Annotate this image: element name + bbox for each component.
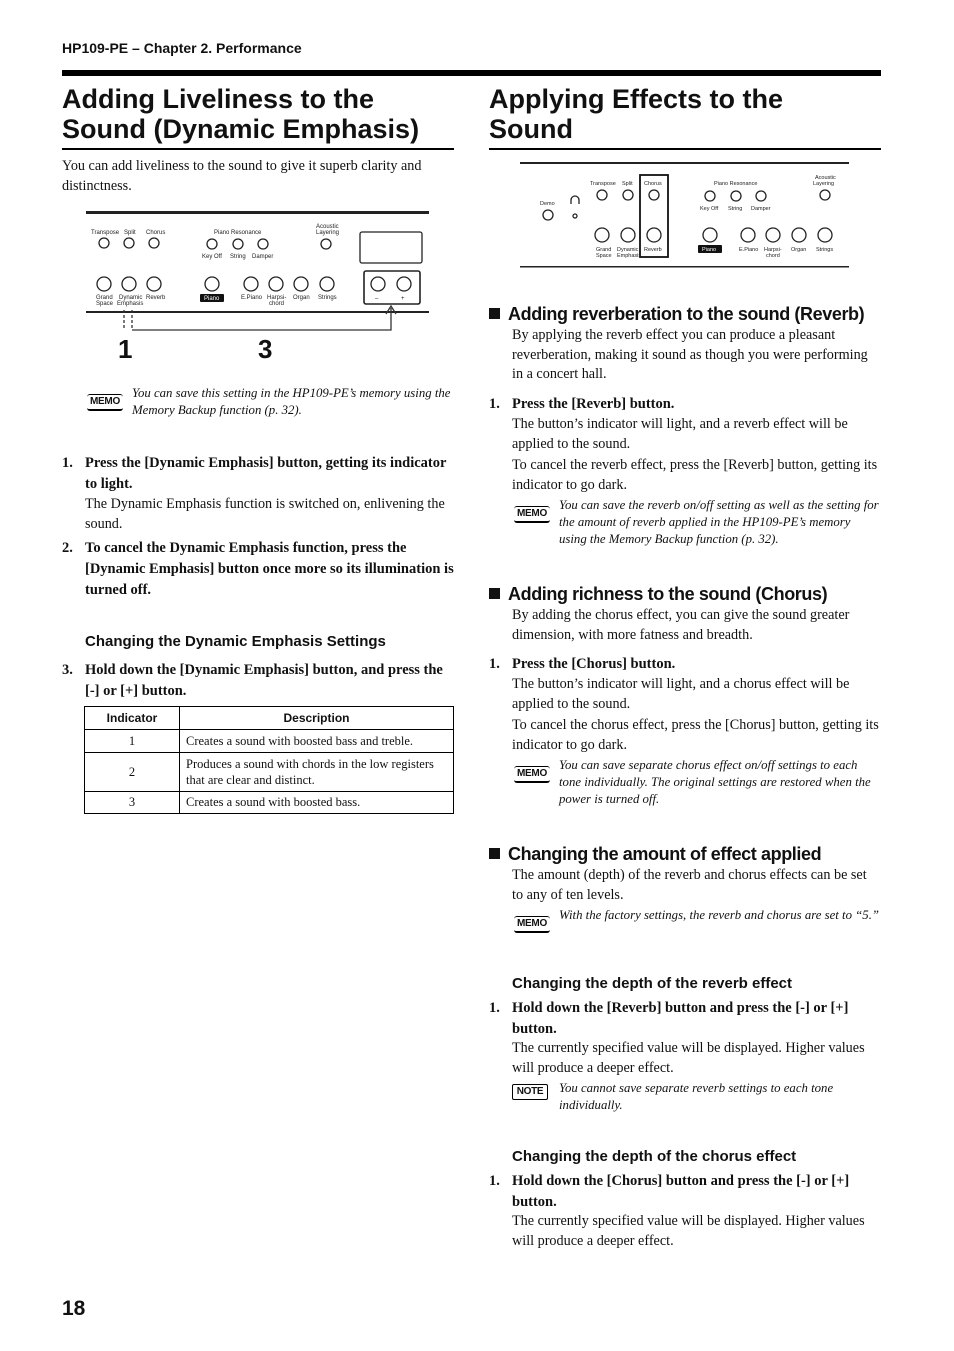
step-detail: The Dynamic Emphasis function is switched on, enlivening the sound.: [85, 496, 445, 532]
subheading: Changing the depth of the reverb effect: [512, 975, 793, 992]
section-intro: The amount (depth) of the reverb and chorus effects can be set to any of ten levels.: [512, 867, 867, 903]
table-row: [85, 792, 454, 814]
step-detail: The button’s indicator will light, and a chorus effect will be applied to the sound.: [512, 676, 850, 712]
panel-label: Acoustic: [815, 175, 836, 181]
table-header: Description: [180, 707, 454, 730]
panel-label: Emphasis: [617, 253, 642, 259]
table-cell: Creates a sound with boosted bass and treble.: [180, 730, 454, 753]
note-text: You cannot save separate reverb settings to each tone individually.: [559, 1081, 834, 1112]
square-bullet-icon: [489, 308, 500, 319]
subheading: Changing the Dynamic Emphasis Settings: [85, 633, 386, 650]
panel-label: Key Off: [700, 206, 719, 212]
heading-text: Adding reverberation to the sound (Reverb): [508, 304, 865, 324]
panel-label: String: [728, 206, 743, 212]
step-instruction: To cancel the Dynamic Emphasis function, press the [Dynamic Emphasis] button once more so its illumination is turned off.: [85, 540, 454, 598]
callout-number: 1: [118, 334, 133, 364]
panel-label: Dynamic: [617, 247, 639, 253]
panel-label: Layering: [813, 181, 835, 187]
memo-text: With the factory settings, the reverb and chorus are set to “5.”: [559, 908, 880, 922]
panel-label: Split: [124, 230, 136, 236]
panel-label: Emphasis: [117, 301, 144, 307]
step-detail: To cancel the reverb effect, press the [Reverb] button, getting its indicator to go dark.: [512, 457, 878, 493]
section-heading-chorus: [489, 583, 827, 605]
panel-label: Strings: [318, 295, 337, 301]
panel-diagram-dynamic-emphasis: [86, 208, 431, 368]
panel-label: Transpose: [91, 230, 120, 236]
step-detail: The currently specified value will be displayed. Higher values will produce a deeper effect.: [512, 1040, 865, 1076]
square-bullet-icon: [489, 588, 500, 599]
panel-label: Acoustic: [316, 224, 339, 230]
panel-label: chord: [269, 301, 285, 307]
header-rule: [62, 70, 881, 76]
step-detail: The button’s indicator will light, and a reverb effect will be applied to the sound.: [512, 416, 848, 452]
table-cell: 1: [85, 730, 180, 753]
title-line: Sound (Dynamic Emphasis): [62, 114, 420, 144]
step-number: 1.: [489, 396, 500, 412]
panel-label: Key Off: [202, 254, 222, 260]
panel-label: Grand: [596, 247, 612, 253]
table-cell: Produces a sound with chords in the low registers that are clear and distinct.: [180, 753, 454, 792]
table-header: Indicator: [85, 707, 180, 730]
title-line: Adding Liveliness to the: [62, 84, 375, 114]
subheading: Changing the depth of the chorus effect: [512, 1148, 797, 1165]
section-heading-reverb: [489, 303, 864, 325]
panel-label: Chorus: [644, 181, 662, 187]
step-number: 1.: [489, 656, 500, 672]
square-bullet-icon: [489, 848, 500, 859]
panel-label: Damper: [751, 206, 771, 212]
memo-icon: MEMO: [514, 766, 550, 783]
section-intro: By applying the reverb effect you can produce a pleasant reverberation, making it sound as though you were performing in a concert hall.: [512, 327, 868, 382]
indicator-table: [84, 706, 454, 814]
panel-label: Piano Resonance: [714, 181, 758, 187]
title-line: Applying Effects to the: [489, 84, 784, 114]
panel-label: Piano: [702, 247, 717, 253]
step-instruction: Press the [Reverb] button.: [512, 396, 675, 412]
step-instruction: Press the [Dynamic Emphasis] button, getting its indicator to light.: [85, 455, 447, 492]
step-number: 1.: [489, 1000, 500, 1016]
table-row: [85, 753, 454, 792]
step-instruction: Hold down the [Dynamic Emphasis] button, and press the [-] or [+] button.: [85, 662, 443, 699]
title-line: Sound: [489, 114, 573, 144]
panel-label: Layering: [316, 230, 340, 236]
step-instruction: Hold down the [Reverb] button and press the [-] or [+] button.: [512, 1000, 849, 1037]
step-number: 1.: [489, 1173, 500, 1189]
panel-label: Harpsi-: [267, 295, 287, 301]
panel-label: E.Piano: [241, 295, 263, 301]
panel-label: Piano: [204, 296, 220, 302]
step-number: 3.: [62, 662, 73, 678]
panel-label: Space: [96, 301, 114, 307]
step-instruction: Press the [Chorus] button.: [512, 656, 676, 672]
heading-text: Changing the amount of effect applied: [508, 844, 822, 864]
panel-label: Dynamic: [119, 295, 143, 301]
panel-label: Split: [622, 181, 633, 187]
panel-label: chord: [766, 253, 780, 259]
panel-label: Damper: [252, 254, 274, 260]
table-row: [85, 730, 454, 753]
panel-label: Organ: [791, 247, 807, 253]
intro-text: You can add liveliness to the sound to give it superb clarity and distinctness.: [62, 158, 422, 194]
title-rule: [62, 148, 454, 150]
panel-label: Organ: [293, 295, 310, 301]
step-detail: To cancel the chorus effect, press the [Chorus] button, getting its indicator to go dark.: [512, 717, 879, 753]
panel-label: Strings: [816, 247, 834, 253]
panel-label: Demo: [540, 201, 555, 207]
memo-text: You can save the reverb on/off setting as well as the setting for the amount of reverb applied in the HP109-PE’s memory using the Memory Backup function (p. 32).: [559, 498, 879, 546]
memo-icon: MEMO: [514, 916, 550, 933]
section-intro: By adding the chorus effect, you can give the sound greater dimension, with more fatness and breadth.: [512, 607, 850, 643]
panel-label: Space: [596, 253, 612, 259]
panel-label: –: [375, 296, 379, 302]
table-cell: Creates a sound with boosted bass.: [180, 792, 454, 814]
table-cell: 2: [85, 753, 180, 792]
section-heading-amount: [489, 843, 821, 865]
panel-label: Grand: [96, 295, 113, 301]
right-section-title: [489, 84, 881, 144]
step-number: 1.: [62, 455, 73, 471]
step-number: 2.: [62, 540, 73, 556]
memo-text: You can save this setting in the HP109-PE’s memory using the Memory Backup function (p. 32).: [132, 386, 451, 417]
panel-label: Reverb: [146, 295, 166, 301]
running-header: HP109-PE – Chapter 2. Performance: [62, 40, 302, 56]
panel-label: Piano Resonance: [214, 230, 262, 236]
panel-label: E.Piano: [739, 247, 759, 253]
panel-diagram-effects: [520, 160, 852, 270]
heading-text: Adding richness to the sound (Chorus): [508, 584, 828, 604]
title-rule: [489, 148, 881, 150]
step-instruction: Hold down the [Chorus] button and press the [-] or [+] button.: [512, 1173, 850, 1210]
panel-label: Chorus: [146, 230, 166, 236]
panel-label: String: [230, 254, 246, 260]
table-cell: 3: [85, 792, 180, 814]
step-detail: The currently specified value will be displayed. Higher values will produce a deeper effect.: [512, 1213, 865, 1249]
callout-number: 3: [258, 334, 273, 364]
panel-label: Reverb: [644, 247, 662, 253]
panel-label: +: [401, 296, 405, 302]
panel-label: Harpsi-: [764, 247, 782, 253]
note-icon: NOTE: [512, 1084, 548, 1100]
panel-label: Transpose: [590, 181, 616, 187]
left-section-title: [62, 84, 454, 144]
memo-icon: MEMO: [87, 394, 123, 411]
memo-icon: MEMO: [514, 506, 550, 523]
page-number: 18: [62, 1297, 86, 1320]
memo-text: You can save separate chorus effect on/off settings to each tone individually. The original settings are restored when the power is turned off.: [559, 758, 871, 806]
